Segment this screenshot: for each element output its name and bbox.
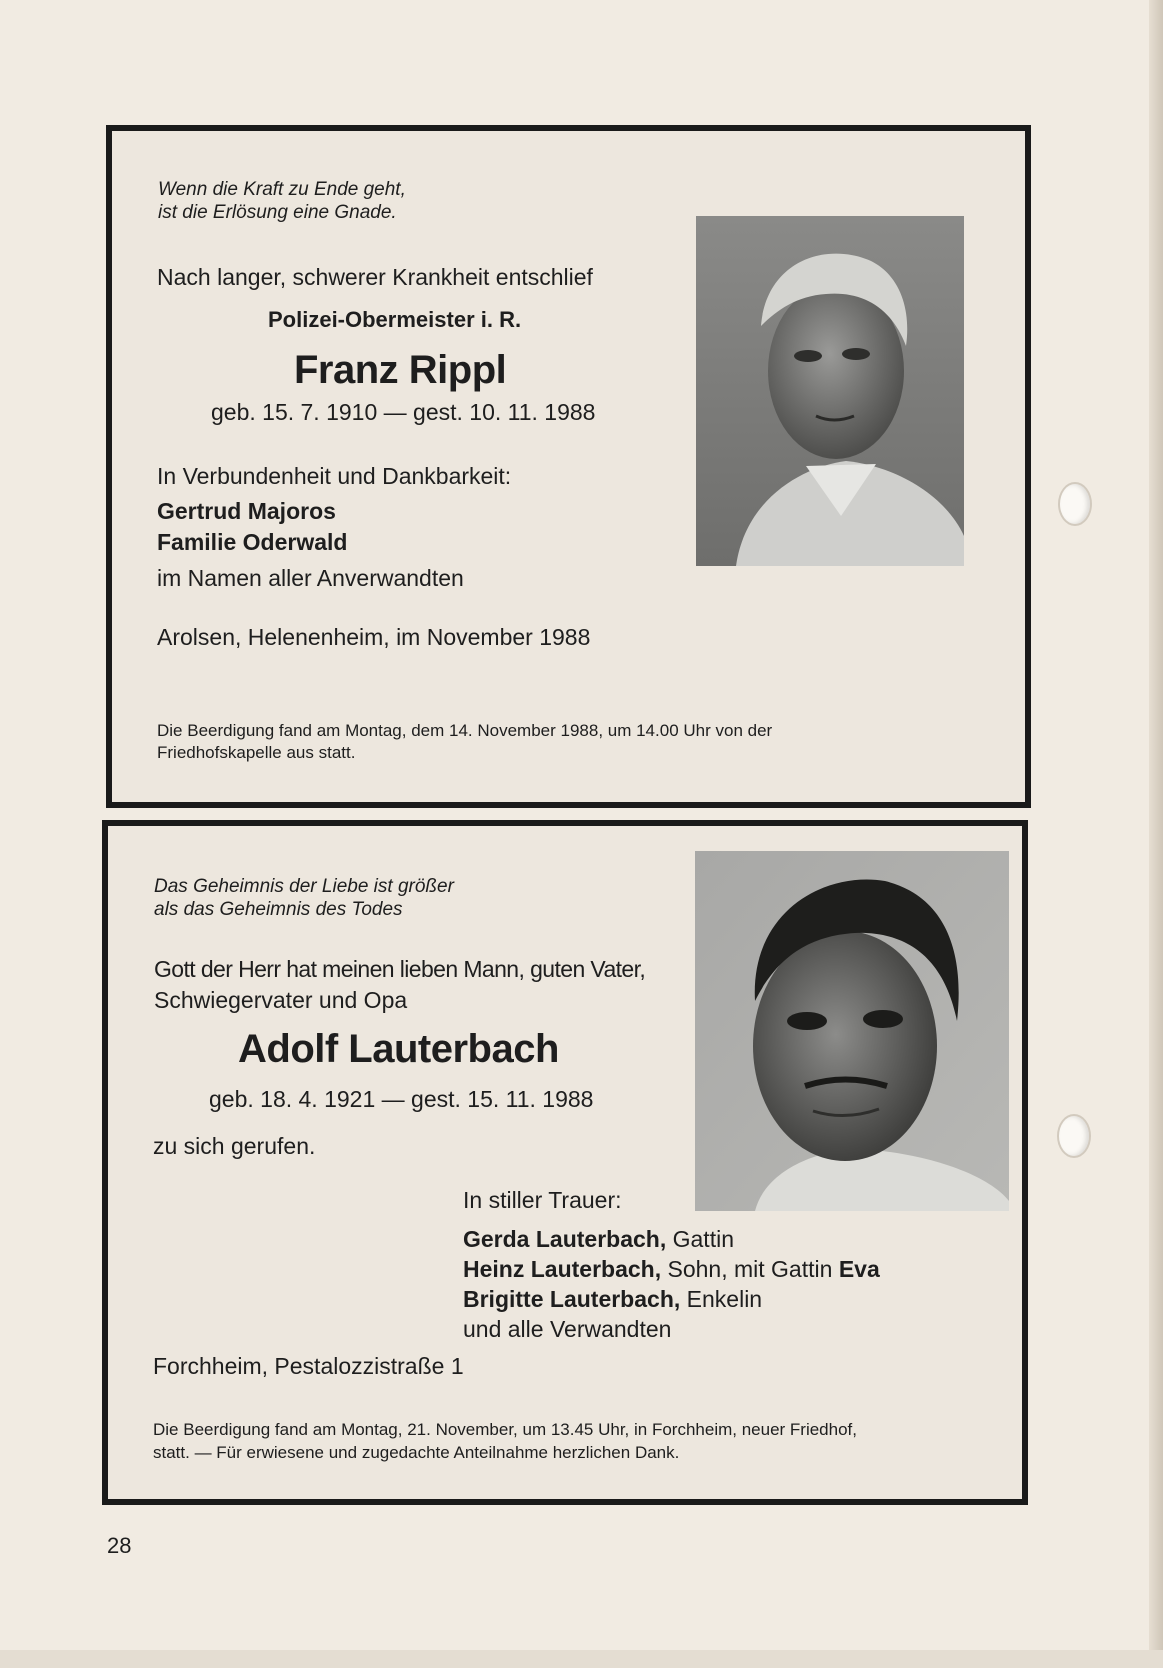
mourner-3-relation: Enkelin bbox=[680, 1286, 763, 1312]
deceased-name: Franz Rippl bbox=[294, 348, 507, 392]
place-date: Arolsen, Helenenheim, im November 1988 bbox=[157, 624, 591, 650]
funeral-line-1: Die Beerdigung fand am Montag, dem 14. November 1988, um 14.00 Uhr von der bbox=[157, 721, 773, 740]
mourner-1: Gertrud Majoros bbox=[157, 498, 336, 524]
mourner-2-spouse: Eva bbox=[838, 1256, 880, 1282]
punch-hole-bottom bbox=[1057, 1114, 1091, 1158]
obituary-franz-rippl bbox=[106, 125, 1031, 808]
mourning-heading: In stiller Trauer: bbox=[463, 1187, 622, 1213]
funeral-line-2: statt. — Für erwiesene und zugedachte Anteilnahme herzlichen Dank. bbox=[153, 1443, 680, 1462]
gratitude-line: In Verbundenheit und Dankbarkeit: bbox=[157, 463, 512, 489]
mourner-1 bbox=[463, 1226, 734, 1252]
intro-text: Nach langer, schwerer Krankheit entschlief bbox=[157, 264, 593, 290]
funeral-line-1: Die Beerdigung fand am Montag, 21. November, um 13.45 Uhr, in Forchheim, neuer Friedhof, bbox=[153, 1420, 857, 1439]
mourner-1-relation: Gattin bbox=[666, 1226, 734, 1252]
relatives-line: und alle Verwandten bbox=[463, 1316, 672, 1342]
portrait-photo bbox=[696, 216, 964, 566]
called-line: zu sich gerufen. bbox=[153, 1133, 316, 1159]
relatives-line: im Namen aller Anverwandten bbox=[157, 565, 464, 591]
mourner-2 bbox=[463, 1256, 880, 1282]
mourner-3-name: Brigitte Lauterbach, bbox=[463, 1286, 681, 1312]
portrait-photo bbox=[695, 851, 1009, 1211]
motto-line-1: Wenn die Kraft zu Ende geht, bbox=[158, 179, 406, 200]
life-dates: geb. 15. 7. 1910 — gest. 10. 11. 1988 bbox=[211, 399, 596, 425]
life-dates: geb. 18. 4. 1921 — gest. 15. 11. 1988 bbox=[209, 1086, 594, 1112]
mourner-1-name: Gerda Lauterbach, bbox=[463, 1226, 667, 1252]
scan-bottom-band bbox=[0, 1650, 1163, 1668]
motto-line-1: Das Geheimnis der Liebe ist größer bbox=[154, 876, 454, 897]
motto-line-2: als das Geheimnis des Todes bbox=[154, 899, 403, 920]
intro-line-2: Schwiegervater und Opa bbox=[154, 987, 408, 1013]
mourner-2: Familie Oderwald bbox=[157, 529, 348, 555]
motto-line-2: ist die Erlösung eine Gnade. bbox=[158, 202, 397, 223]
obituary-adolf-lauterbach bbox=[102, 820, 1028, 1505]
mourner-3 bbox=[463, 1286, 762, 1312]
page-number: 28 bbox=[107, 1533, 132, 1558]
address-line: Forchheim, Pestalozzistraße 1 bbox=[153, 1353, 464, 1379]
mourner-2-relation: Sohn, mit Gattin bbox=[661, 1256, 839, 1282]
rank-title: Polizei-Obermeister i. R. bbox=[268, 307, 522, 332]
funeral-line-2: Friedhofskapelle aus statt. bbox=[157, 743, 356, 762]
mourner-2-name: Heinz Lauterbach, bbox=[463, 1256, 662, 1282]
intro-line-1: Gott der Herr hat meinen lieben Mann, guten Vater, bbox=[154, 956, 646, 982]
page-edge bbox=[1149, 0, 1163, 1668]
punch-hole-top bbox=[1058, 482, 1092, 526]
deceased-name: Adolf Lauterbach bbox=[238, 1027, 559, 1071]
